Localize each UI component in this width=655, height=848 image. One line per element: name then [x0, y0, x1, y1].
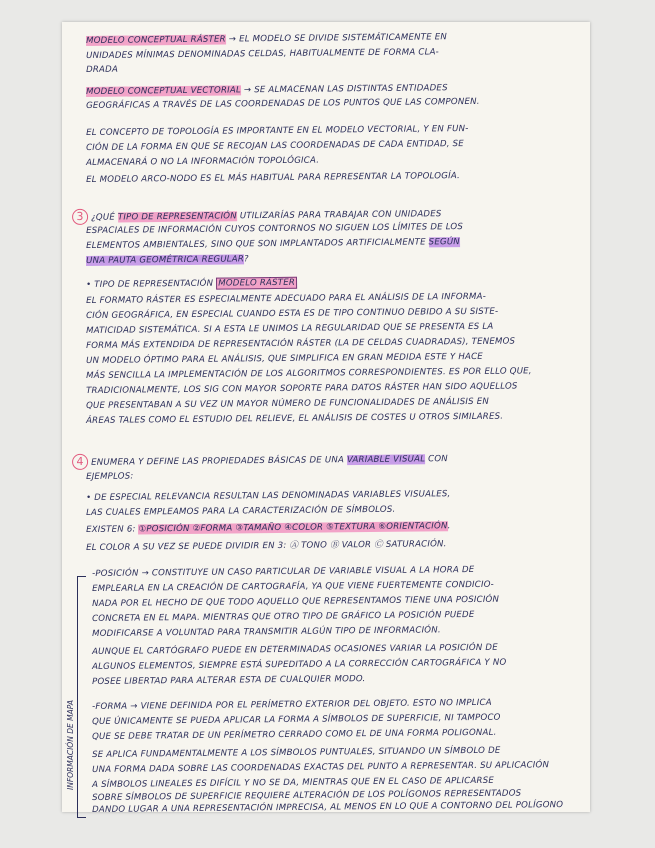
text-line: • TIPO DE REPRESENTACIÓN MODELO RÁSTER — [86, 275, 586, 291]
text-line: POSEE LIBERTAD PARA ALTERAR ESTA DE CUALQUIER MODO. — [92, 674, 366, 687]
text-line: TRADICIONALMENTE, LOS SIG CON MAYOR SOPORTE PARA DATOS RÁSTER HAN SIDO AQUELLOS — [86, 381, 518, 396]
text-line: MODELO CONCEPTUAL RÁSTER → EL MODELO SE DIVIDE SISTEMÁTICAMENTE EN — [86, 32, 448, 46]
text-line: ÁREAS TALES COMO EL ESTUDIO DEL RELIEVE, EL ANÁLISIS DE COSTES U OTROS SIMILARES. — [86, 411, 504, 426]
text-line: -FORMA → VIENE DEFINIDA POR EL PERÍMETRO EXTERIOR DEL OBJETO. ESTO NO IMPLICA — [92, 697, 492, 712]
question-number-3: 3 — [72, 209, 88, 225]
text-line: UN MODELO ÓPTIMO PARA EL ANÁLISIS, QUE SIMPLIFICA EN GRAN MEDIDA ESTE Y HACE — [86, 351, 483, 366]
text-line: EXISTEN 6: ①POSICIÓN ②FORMA ③TAMAÑO ④COLOR ⑤TEXTURA ⑥ORIENTACIÓN. — [86, 521, 451, 535]
text-line: EL CONCEPTO DE TOPOLOGÍA ES IMPORTANTE EN EL MODELO VECTORIAL, Y EN FUN- — [86, 123, 469, 138]
question-4: 4 ENUMERA Y DEFINE LAS PROPIEDADES BÁSICAS DE UNA VARIABLE VISUAL CON — [72, 449, 572, 470]
text-line: AUNQUE EL CARTÓGRAFO PUEDE EN DETERMINADAS OCASIONES VARIAR LA POSICIÓN DE — [92, 642, 498, 657]
text-line: GEOGRÁFICAS A TRAVÉS DE LAS COORDENADAS DE LOS PUNTOS QUE LAS COMPONEN. — [86, 96, 480, 111]
text-line: UNA PAUTA GEOMÉTRICA REGULAR? — [86, 254, 249, 266]
text-line: MODELO CONCEPTUAL VECTORIAL → SE ALMACENAN LAS DISTINTAS ENTIDADES — [86, 83, 448, 97]
text-line: A SÍMBOLOS LINEALES ES DIFÍCIL Y NO SE DA, MIENTRAS QUE EN EL CASO DE APLICARSE — [92, 775, 495, 790]
text-line: SE APLICA FUNDAMENTALMENTE A LOS SÍMBOLOS PUNTUALES, SITUANDO UN SÍMBOLO DE — [92, 745, 501, 760]
text-line: DANDO LUGAR A UNA REPRESENTACIÓN IMPRECISA, AL MENOS EN LO QUE A CONTORNO DEL POLÍGONO — [92, 800, 564, 815]
text-line: MÁS SENCILLA LA IMPLEMENTACIÓN DE LOS ALGORITMOS CORRESPONDIENTES. ES POR ELLO QUE, — [86, 366, 532, 381]
highlight-term: VARIABLE VISUAL — [346, 454, 426, 466]
highlight-term: UNA PAUTA GEOMÉTRICA REGULAR — [86, 254, 245, 266]
margin-bracket — [77, 576, 86, 818]
text-line: CONCRETA EN EL MAPA. MIENTRAS QUE OTRO TIPO DE GRÁFICO LA POSICIÓN PUEDE — [92, 609, 475, 624]
text-line: -POSICIÓN → CONSTITUYE UN CASO PARTICULAR DE VARIABLE VISUAL A LA HORA DE — [92, 564, 475, 579]
text-line: ALMACENARÁ O NO LA INFORMACIÓN TOPOLÓGICA. — [86, 155, 320, 168]
text-line: EJEMPLOS: — [86, 471, 134, 482]
text-line: ELEMENTOS AMBIENTALES, SINO QUE SON IMPLANTADOS ARTIFICIALMENTE SEGÚN — [86, 237, 460, 251]
text-line: ESPACIALES DE INFORMACIÓN CUYOS CONTORNOS NO SIGUEN LOS LÍMITES DE LOS — [86, 222, 464, 236]
text-line: UNA FORMA DADA SOBRE LAS COORDENADAS EXACTAS DEL PUNTO A REPRESENTAR. SU APLICACIÓN — [92, 760, 550, 775]
text-line: EL MODELO ARCO-NODO ES EL MÁS HABITUAL PARA REPRESENTAR LA TOPOLOGÍA. — [86, 171, 461, 185]
text-line: • DE ESPECIAL RELEVANCIA RESULTAN LAS DENOMINADAS VARIABLES VISUALES, — [86, 489, 451, 503]
highlight-term: MODELO CONCEPTUAL RÁSTER — [86, 34, 226, 46]
margin-note: INFORMACIÓN DE MAPA — [66, 700, 75, 790]
question-3: 3 ¿QUÉ TIPO DE REPRESENTACIÓN UTILIZARÍAS PARA TRABAJAR CON UNIDADES — [72, 204, 572, 225]
text-line: SOBRE SÍMBOLOS DE SUPERFICIE REQUIERE ALTERACIÓN DE LOS POLÍGONOS REPRESENTADOS — [92, 788, 522, 803]
text-line: DRADA — [86, 64, 119, 75]
text-line: MODIFICARSE A VOLUNTAD PARA TRANSMITIR ALGÚN TIPO DE INFORMACIÓN. — [92, 625, 441, 639]
text-line: QUE PRESENTABAN A SU VEZ UN MAYOR NÚMERO DE FUNCIONALIDADES DE ANÁLISIS EN — [86, 396, 490, 411]
text-line: ALGUNOS ELEMENTOS, SIEMPRE ESTÁ SUPEDITADO A LA CORRECCIÓN CARTOGRÁFICA Y NO — [92, 657, 507, 672]
text-line: FORMA MÁS EXTENDIDA DE REPRESENTACIÓN RÁSTER (LA DE CELDAS CUADRADAS), TENEMOS — [86, 336, 516, 351]
text-line: QUE SE DEBE TRATAR DE UN PERÍMETRO CERRADO COMO EL DE UNA FORMA POLIGONAL. — [92, 727, 497, 742]
text-line: EL FORMATO RÁSTER ES ESPECIALMENTE ADECUADO PARA EL ANÁLISIS DE LA INFORMA- — [86, 291, 487, 306]
highlight-term: MODELO CONCEPTUAL VECTORIAL — [86, 85, 241, 97]
text-line: CIÓN DE LA FORMA EN QUE SE RECOJAN LAS COORDENADAS DE CADA ENTIDAD, SE — [86, 139, 464, 153]
text-line: EL COLOR A SU VEZ SE PUEDE DIVIDIR EN 3: Ⓐ TONO Ⓑ VALOR Ⓒ SATURACIÓN. — [86, 539, 447, 553]
text-line: MATICIDAD SISTEMÁTICA. SI A ESTA LE UNIMOS LA REGULARIDAD QUE SE PRESENTA ES LA — [86, 321, 494, 336]
highlight-term: SEGÚN — [428, 237, 460, 248]
text-line: LAS CUALES EMPLEAMOS PARA LA CARACTERIZACIÓN DE SÍMBOLOS. — [86, 504, 396, 518]
text-line: CIÓN GEOGRÁFICA, EN ESPECIAL CUANDO ESTA ES DE TIPO CONTINUO DEBIDO A SU SISTE- — [86, 306, 499, 321]
text-line: NADA POR EL HECHO DE QUE TODO AQUELLO QUE REPRESENTAMOS TIENE UNA POSICIÓN — [92, 594, 500, 609]
text-line: UNIDADES MÍNIMAS DENOMINADAS CELDAS, HABITUALMENTE DE FORMA CLA- — [86, 47, 439, 61]
highlight-term: MODELO RÁSTER — [216, 277, 297, 290]
text-line: EMPLEARLA EN LA CREACIÓN DE CARTOGRAFÍA, YA QUE VIENE FUERTEMENTE CONDICIO- — [92, 579, 495, 594]
text-line: QUE ÚNICAMENTE SE PUEDA APLICAR LA FORMA A SÍMBOLOS DE SUPERFICIE, NI TAMPOCO — [92, 712, 501, 727]
question-number-4: 4 — [72, 454, 88, 470]
highlight-term: ①POSICIÓN ②FORMA ③TAMAÑO ④COLOR ⑤TEXTURA ⑥ORIENTACIÓN — [138, 521, 448, 535]
notebook-page — [62, 22, 590, 815]
highlight-term: TIPO DE REPRESENTACIÓN — [117, 211, 237, 223]
